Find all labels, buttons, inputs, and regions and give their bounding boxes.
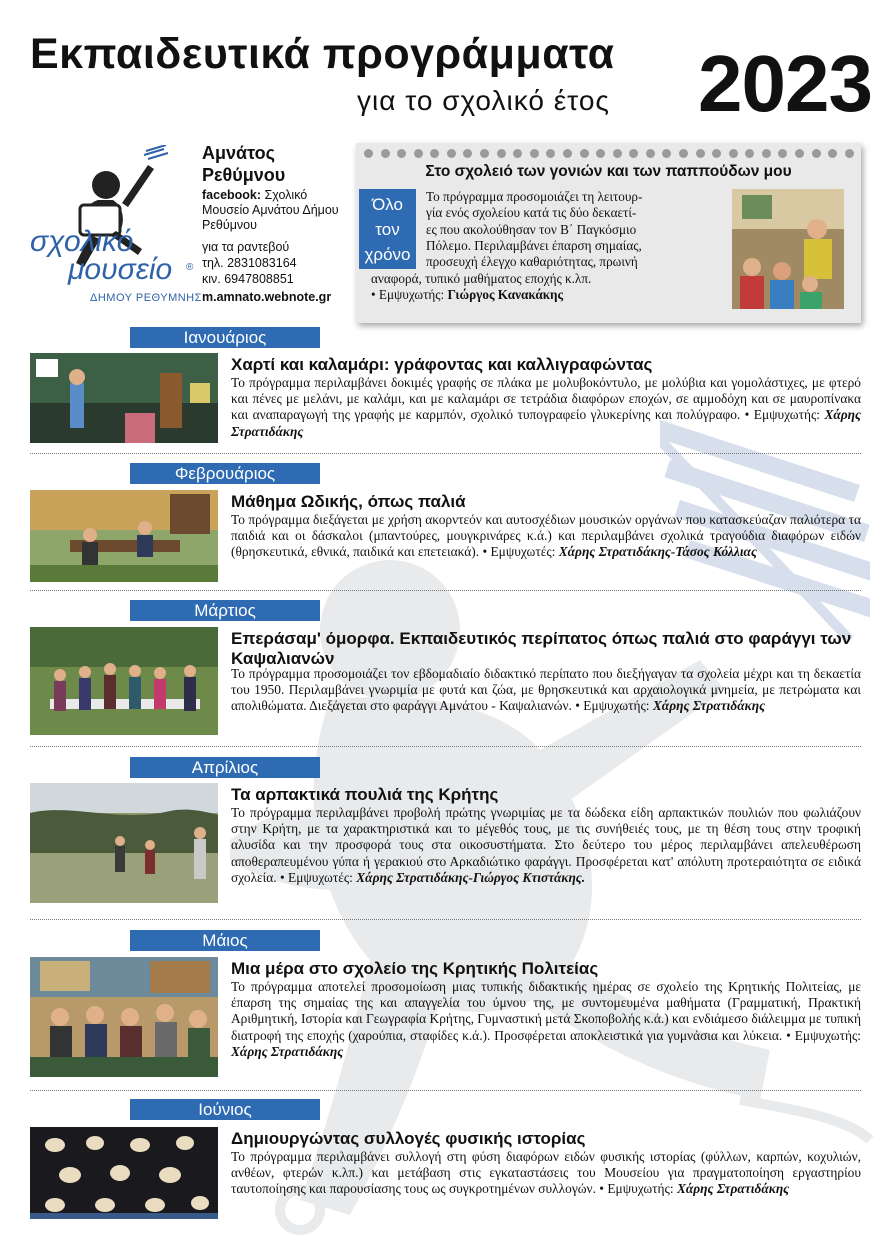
program-body-february: Το πρόγραμμα διεξάγεται με χρήση ακορντεόν και αυτοσχέδιων μουσικών οργάνων που κατασκεύαζαν παλιότερα τα παιδιά και οι δάσκαλοι (μπαντούρες, μουγκρινάρες κ.ά.) και περιλαμβάνει σχολικά τραγούδια διαφόρων ειδών (θρησκευτικά, εθνικά, παιδικά και επετειακά). • Εμψυχωτές: Χάρης Στρατιδάκης-Τάσος Κόλλιας — [231, 512, 861, 560]
month-label-may: Μάιος — [130, 930, 320, 951]
mobile-number: κιν. 6947808851 — [202, 272, 294, 286]
phone-number: τηλ. 2831083164 — [202, 256, 297, 270]
program-title-june: Δημιουργώντας συλλογές φυσικής ιστορίας — [231, 1129, 586, 1148]
facebook-label: facebook: — [202, 188, 262, 202]
program-body-june: Το πρόγραμμα περιλαμβάνει συλλογή στη φύση διαφόρων ειδών φυσικής ιστορίας (φύλλων, καρπών, κοχυλιών, ανθέων, φτερών κ.λπ.) και μετάβαση στις εγκαταστάσεις του Μουσείου για πραγματοποίηση εργαστηρίου ταυτοποίησης και παρουσίασης τους ως συγκροτημένων συλλογών. • Εμψυχωτής: Χάρης Στρατιδάκης — [231, 1149, 861, 1197]
month-label-april: Απρίλιος — [130, 757, 320, 778]
program-host-march: Χάρης Στρατιδάκης — [652, 698, 766, 714]
museum-location-line1: Αμνάτος — [202, 143, 275, 163]
month-label-june: Ιούνιος — [130, 1099, 320, 1120]
featured-program-title: Στο σχολειό των γονιών και των παππούδων μου — [425, 163, 792, 180]
month-label-january: Ιανουάριος — [130, 327, 320, 348]
shell-collection-photo — [30, 1127, 218, 1219]
appointments-label: για τα ραντεβού — [202, 240, 290, 254]
section-divider — [30, 590, 861, 591]
featured-text-line: Πόλεμο. Περιλαμβάνει έπαρση σημαίας, — [426, 237, 642, 253]
featured-text-tail: αναφορά, τυπικό μαθήματος εποχής κ.λπ. — [371, 271, 592, 286]
featured-text-line: προσευχή έλεγχο καθαριότητας, πρωινή — [426, 254, 638, 270]
logo-registered-mark: ® — [186, 262, 194, 273]
classroom-photo — [732, 189, 844, 309]
featured-text-line: ες που ακολούθησαν τον Β΄ Παγκόσμιο — [426, 221, 637, 237]
badge-line2: τον — [375, 220, 400, 239]
program-body-april: Το πρόγραμμα περιλαμβάνει προβολή πρώτης γνωριμίας με τα δώδεκα είδη αρπακτικών πουλιών που φωλιάζουν στην Κρήτη, με τα χαρακτηριστικά και το μέγεθός τους, με τις συνήθειές τους, με τη θέση τους στην τροφική αλυσίδα και την προσφορά τους στα οικοσυστήματα. Στο δεύτερο του μέρος περιλαμβάνει απελευθέρωση αποθεραπευμένου γύπα ή γερακιού στο Αρκαδιώτικο φαράγγι. Προσφέρεται κατ' απόλυτη προτεραιότητα σε ειδικά σχολεία. • Εμψυχωτές: Χάρης Στρατιδάκης-Γιώργος Κτιστάκης. — [231, 805, 861, 885]
logo-text-municipality: ΔΗΜΟΥ ΡΕΘΥΜΝΗΣ — [90, 292, 202, 304]
program-host-june: Χάρης Στρατιδάκης — [676, 1181, 790, 1197]
program-title-april: Τα αρπακτικά πουλιά της Κρήτης — [231, 785, 499, 804]
month-label-february: Φεβρουάριος — [130, 463, 320, 484]
badge-line3: χρόνο — [364, 245, 411, 264]
museum-location-line2: Ρεθύμνου — [202, 165, 286, 185]
program-host-february: Χάρης Στρατιδάκης-Τάσος Κόλλιας — [558, 544, 757, 560]
logo-text-museum: μουσείο — [68, 253, 173, 286]
program-body-january: Το πρόγραμμα περιλαμβάνει δοκιμές γραφής σε πλάκα με μολυβοκόντυλο, με μολύβια και γομολάστιχες, με φτερό και πένες με μελάνι, με καλάμι, και με καλαμάρι σε τετράδια διαφόρων εποχών, σε αμμοδόχη και σε μαυροπίνακα και αναπαραγωγή της γραφής με καρμπόν, σχολικό τυπογραφείο γλυκερίνης και πολύγραφο. • Εμψυχωτής: Χάρης Στρατιδάκης — [231, 375, 861, 439]
website-link[interactable]: m.amnato.webnote.gr — [202, 290, 332, 304]
logo-text-school: σχολικό — [30, 225, 134, 258]
page-subtitle: για το σχολικό έτος — [357, 85, 610, 116]
music-lesson-photo — [30, 490, 218, 582]
month-label-march: Μάρτιος — [130, 600, 320, 621]
badge-line1: Όλο — [372, 195, 403, 214]
section-divider — [30, 919, 861, 920]
featured-host: • Εμψυχωτής: Γιώργος Κανακάκης — [371, 287, 564, 303]
featured-text-line: γία ενός σχολείου κατά τις δύο δεκαετί- — [426, 205, 637, 221]
program-host-april: Χάρης Στρατιδάκης-Γιώργος Κτιστάκης. — [356, 869, 586, 885]
walk-group-photo — [30, 627, 218, 735]
program-host-may: Χάρης Στρατιδάκης — [231, 1043, 344, 1059]
program-title-february: Μάθημα Ωδικής, όπως παλιά — [231, 492, 466, 511]
section-divider — [30, 453, 861, 454]
contact-info — [202, 142, 352, 305]
program-body-may: Το πρόγραμμα αποτελεί προσομοίωση μιας τυπικής διδακτικής ημέρας σε σχολείο της Κρητικής Πολιτείας, με έπαρση της σημαίας της και απαγγελία του ύμνου της, με συντομευμένα μαθήματα (Γραμματική, Πρακτική Αριθμητική, Ιστορία και Γεωγραφία Κρήτης, Γυμναστική μετά Σκοποβολής κ.ά.) και ενδιάμεσο διάλειμμα με τυπική διατροφή της εποχής (χαρούπια, σταφίδες κ.ά.). Προσφέρεται αποκλειστικά για γυμνάσια και λύκεια. • Εμψυχωτής: Χάρης Στρατιδάκης — [231, 979, 861, 1059]
section-divider — [30, 1090, 861, 1091]
page-title: Εκπαιδευτικά προγράμματα — [30, 30, 615, 78]
facebook-text: Σχολικό Μουσείο Αμνάτου Δήμου Ρεθύμνου — [202, 188, 339, 232]
notebook-holes — [364, 149, 854, 161]
featured-program-text — [426, 189, 731, 270]
all-year-badge — [359, 189, 416, 269]
birds-of-prey-photo — [30, 783, 218, 903]
page-year: 2023 — [698, 39, 872, 128]
program-title-january: Χαρτί και καλαμάρι: γράφοντας και καλλιγραφώντας — [231, 355, 653, 374]
section-divider — [30, 746, 861, 747]
featured-program-tail — [371, 271, 736, 304]
program-title-may: Μια μέρα στο σχολείο της Κρητικής Πολιτείας — [231, 959, 599, 978]
featured-host-name: Γιώργος Κανακάκης — [447, 287, 564, 303]
featured-text-line: Το πρόγραμμα προσομοιάζει τη λειτουρ- — [426, 189, 643, 204]
program-title-march: Επεράσαμ' όμορφα. Εκπαιδευτικός περίπατος όπως παλιά στο φαράγγι των Καψαλιανών — [231, 629, 852, 668]
program-body-march: Το πρόγραμμα προσομοιάζει τον εβδομαδιαίο διδακτικό περίπατο που διεξήγαγαν τα σχολεία μέχρι και τη δεκαετία του 1950. Περιλαμβάνει γνωριμία με φυτά και ζώα, με θρησκευτικά και αρχαιολογικά μνημεία, με πετρώματα και απολιθώματα. Διεξάγεται στο φαράγγι Αμνάτου - Καψαλιανών. • Εμψυχωτής: Χάρης Στρατιδάκης — [231, 666, 861, 714]
program-host-january: Χάρης Στρατιδάκης — [231, 407, 861, 439]
facebook-info — [202, 188, 352, 233]
writing-classroom-photo — [30, 353, 218, 443]
featured-program-card — [356, 143, 861, 323]
cretan-state-school-photo — [30, 957, 218, 1077]
